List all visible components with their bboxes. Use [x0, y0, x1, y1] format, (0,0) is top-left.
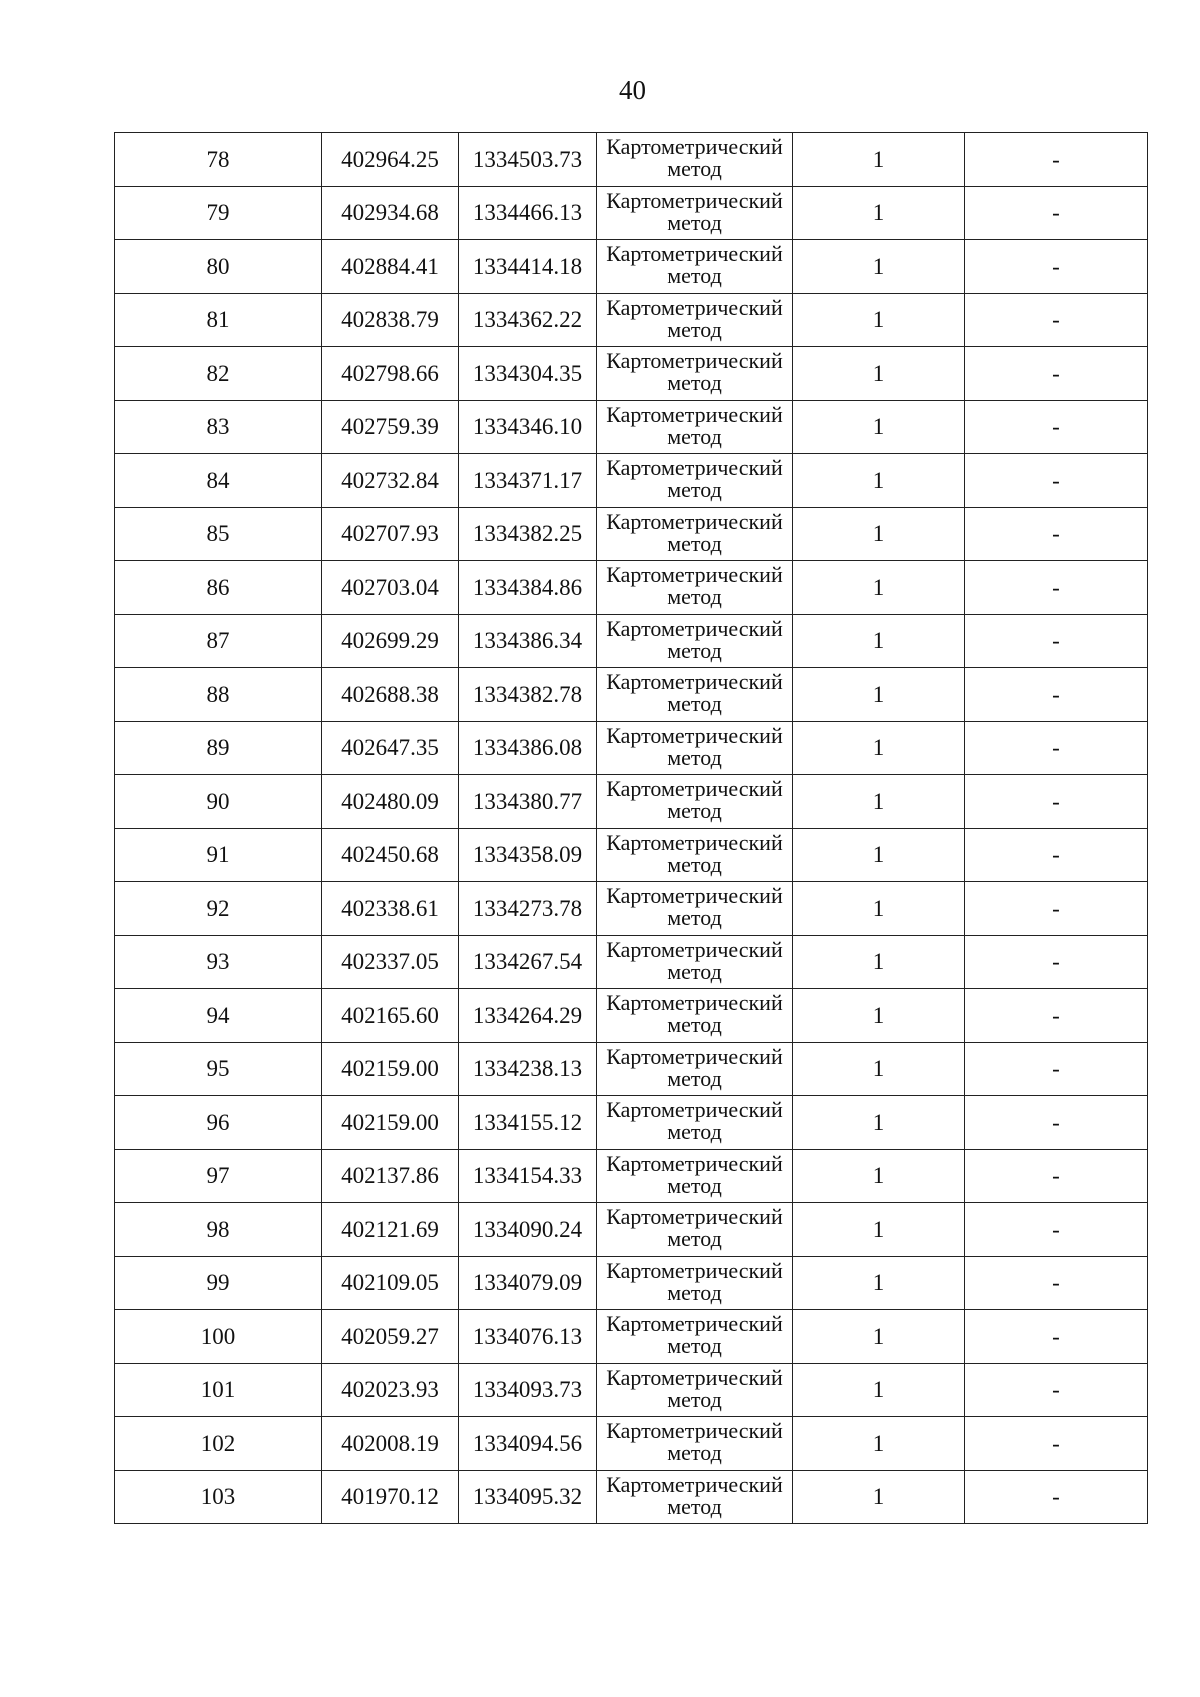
method-cell [597, 1417, 793, 1471]
note-cell: - [965, 293, 1148, 347]
x-coordinate-cell: 402732.84 [322, 454, 459, 508]
accuracy-cell: 1 [793, 293, 965, 347]
method-line-1: Картометрический [606, 1418, 783, 1444]
y-coordinate-cell: 1334154.33 [459, 1149, 597, 1203]
accuracy-cell: 1 [793, 1149, 965, 1203]
table-row [115, 293, 1148, 347]
y-coordinate-cell: 1334380.77 [459, 775, 597, 829]
x-coordinate-cell: 402884.41 [322, 240, 459, 294]
table-row [115, 1310, 1148, 1364]
method-line-2: метод [667, 1493, 722, 1519]
method-cell [597, 133, 793, 187]
note-cell: - [965, 561, 1148, 615]
method-line-2: метод [667, 1226, 722, 1252]
x-coordinate-cell: 402137.86 [322, 1149, 459, 1203]
method-cell [597, 882, 793, 936]
method-line-2: метод [667, 1119, 722, 1145]
accuracy-cell: 1 [793, 1256, 965, 1310]
point-number-cell: 103 [115, 1470, 322, 1524]
method-line-1: Картометрический [606, 936, 783, 962]
point-number-cell: 100 [115, 1310, 322, 1364]
accuracy-cell: 1 [793, 1417, 965, 1471]
note-cell: - [965, 507, 1148, 561]
x-coordinate-cell: 402688.38 [322, 668, 459, 722]
method-line-1: Картометрический [606, 615, 783, 641]
y-coordinate-cell: 1334155.12 [459, 1096, 597, 1150]
accuracy-cell: 1 [793, 1042, 965, 1096]
table-row [115, 882, 1148, 936]
y-coordinate-cell: 1334382.25 [459, 507, 597, 561]
point-number-cell: 102 [115, 1417, 322, 1471]
point-number-cell: 80 [115, 240, 322, 294]
method-line-1: Картометрический [606, 829, 783, 855]
y-coordinate-cell: 1334346.10 [459, 400, 597, 454]
y-coordinate-cell: 1334362.22 [459, 293, 597, 347]
y-coordinate-cell: 1334503.73 [459, 133, 597, 187]
method-cell [597, 1096, 793, 1150]
method-line-1: Картометрический [606, 1257, 783, 1283]
method-cell [597, 1310, 793, 1364]
accuracy-cell: 1 [793, 133, 965, 187]
point-number-cell: 88 [115, 668, 322, 722]
accuracy-cell: 1 [793, 1096, 965, 1150]
coordinates-table [114, 132, 1148, 1524]
table-row [115, 133, 1148, 187]
method-line-2: метод [667, 370, 722, 396]
table-row [115, 507, 1148, 561]
x-coordinate-cell: 402165.60 [322, 989, 459, 1043]
method-line-1: Картометрический [606, 669, 783, 695]
table-row [115, 1042, 1148, 1096]
note-cell: - [965, 1256, 1148, 1310]
point-number-cell: 82 [115, 347, 322, 401]
method-line-1: Картометрический [606, 1364, 783, 1390]
table-row [115, 775, 1148, 829]
point-number-cell: 87 [115, 614, 322, 668]
method-line-2: метод [667, 637, 722, 663]
method-line-1: Картометрический [606, 508, 783, 534]
method-line-1: Картометрический [606, 1150, 783, 1176]
method-line-1: Картометрический [606, 1043, 783, 1069]
method-line-1: Картометрический [606, 562, 783, 588]
point-number-cell: 78 [115, 133, 322, 187]
method-line-2: метод [667, 1333, 722, 1359]
x-coordinate-cell: 402023.93 [322, 1363, 459, 1417]
y-coordinate-cell: 1334384.86 [459, 561, 597, 615]
method-line-2: метод [667, 744, 722, 770]
point-number-cell: 83 [115, 400, 322, 454]
method-cell [597, 614, 793, 668]
note-cell: - [965, 882, 1148, 936]
y-coordinate-cell: 1334382.78 [459, 668, 597, 722]
method-line-1: Картометрический [606, 990, 783, 1016]
note-cell: - [965, 1363, 1148, 1417]
method-line-2: метод [667, 798, 722, 824]
note-cell: - [965, 186, 1148, 240]
y-coordinate-cell: 1334094.56 [459, 1417, 597, 1471]
table-row [115, 561, 1148, 615]
accuracy-cell: 1 [793, 668, 965, 722]
note-cell: - [965, 1470, 1148, 1524]
point-number-cell: 95 [115, 1042, 322, 1096]
point-number-cell: 84 [115, 454, 322, 508]
x-coordinate-cell: 402934.68 [322, 186, 459, 240]
method-line-1: Картометрический [606, 1097, 783, 1123]
method-cell [597, 775, 793, 829]
point-number-cell: 89 [115, 721, 322, 775]
table-row [115, 1256, 1148, 1310]
x-coordinate-cell: 402838.79 [322, 293, 459, 347]
table-row [115, 721, 1148, 775]
note-cell: - [965, 614, 1148, 668]
y-coordinate-cell: 1334093.73 [459, 1363, 597, 1417]
point-number-cell: 94 [115, 989, 322, 1043]
method-cell [597, 454, 793, 508]
x-coordinate-cell: 402707.93 [322, 507, 459, 561]
x-coordinate-cell: 402699.29 [322, 614, 459, 668]
accuracy-cell: 1 [793, 828, 965, 882]
accuracy-cell: 1 [793, 1470, 965, 1524]
x-coordinate-cell: 402703.04 [322, 561, 459, 615]
x-coordinate-cell: 402798.66 [322, 347, 459, 401]
accuracy-cell: 1 [793, 561, 965, 615]
method-line-1: Картометрический [606, 294, 783, 320]
accuracy-cell: 1 [793, 186, 965, 240]
point-number-cell: 93 [115, 935, 322, 989]
x-coordinate-cell: 402337.05 [322, 935, 459, 989]
accuracy-cell: 1 [793, 882, 965, 936]
x-coordinate-cell: 402964.25 [322, 133, 459, 187]
method-cell [597, 1149, 793, 1203]
accuracy-cell: 1 [793, 1310, 965, 1364]
method-line-2: метод [667, 423, 722, 449]
note-cell: - [965, 775, 1148, 829]
method-line-2: метод [667, 1386, 722, 1412]
method-line-2: метод [667, 1440, 722, 1466]
method-cell [597, 668, 793, 722]
point-number-cell: 90 [115, 775, 322, 829]
y-coordinate-cell: 1334358.09 [459, 828, 597, 882]
method-line-1: Картометрический [606, 134, 783, 160]
x-coordinate-cell: 401970.12 [322, 1470, 459, 1524]
method-line-2: метод [667, 477, 722, 503]
x-coordinate-cell: 402159.00 [322, 1042, 459, 1096]
note-cell: - [965, 828, 1148, 882]
method-cell [597, 1470, 793, 1524]
note-cell: - [965, 721, 1148, 775]
point-number-cell: 99 [115, 1256, 322, 1310]
y-coordinate-cell: 1334090.24 [459, 1203, 597, 1257]
method-line-1: Картометрический [606, 1471, 783, 1497]
method-cell [597, 347, 793, 401]
method-line-2: метод [667, 1279, 722, 1305]
note-cell: - [965, 133, 1148, 187]
x-coordinate-cell: 402159.00 [322, 1096, 459, 1150]
y-coordinate-cell: 1334076.13 [459, 1310, 597, 1364]
point-number-cell: 85 [115, 507, 322, 561]
x-coordinate-cell: 402121.69 [322, 1203, 459, 1257]
point-number-cell: 86 [115, 561, 322, 615]
table-row [115, 935, 1148, 989]
table-row [115, 989, 1148, 1043]
table-row [115, 1203, 1148, 1257]
accuracy-cell: 1 [793, 1363, 965, 1417]
point-number-cell: 92 [115, 882, 322, 936]
point-number-cell: 98 [115, 1203, 322, 1257]
method-line-1: Картометрический [606, 241, 783, 267]
method-line-2: метод [667, 691, 722, 717]
x-coordinate-cell: 402647.35 [322, 721, 459, 775]
method-line-2: метод [667, 209, 722, 235]
x-coordinate-cell: 402008.19 [322, 1417, 459, 1471]
method-line-1: Картометрический [606, 776, 783, 802]
accuracy-cell: 1 [793, 240, 965, 294]
table-row [115, 186, 1148, 240]
method-line-2: метод [667, 851, 722, 877]
table-row [115, 1417, 1148, 1471]
table-row [115, 240, 1148, 294]
method-line-2: метод [667, 958, 722, 984]
table-row [115, 400, 1148, 454]
point-number-cell: 96 [115, 1096, 322, 1150]
method-cell [597, 240, 793, 294]
x-coordinate-cell: 402450.68 [322, 828, 459, 882]
y-coordinate-cell: 1334095.32 [459, 1470, 597, 1524]
point-number-cell: 97 [115, 1149, 322, 1203]
method-cell [597, 1256, 793, 1310]
table-row [115, 828, 1148, 882]
note-cell: - [965, 668, 1148, 722]
point-number-cell: 91 [115, 828, 322, 882]
accuracy-cell: 1 [793, 935, 965, 989]
y-coordinate-cell: 1334264.29 [459, 989, 597, 1043]
method-cell [597, 721, 793, 775]
method-line-1: Картометрический [606, 401, 783, 427]
accuracy-cell: 1 [793, 614, 965, 668]
y-coordinate-cell: 1334371.17 [459, 454, 597, 508]
x-coordinate-cell: 402480.09 [322, 775, 459, 829]
method-line-2: метод [667, 905, 722, 931]
table-row [115, 614, 1148, 668]
note-cell: - [965, 240, 1148, 294]
y-coordinate-cell: 1334079.09 [459, 1256, 597, 1310]
note-cell: - [965, 400, 1148, 454]
method-cell [597, 293, 793, 347]
method-cell [597, 507, 793, 561]
method-line-1: Картометрический [606, 348, 783, 374]
x-coordinate-cell: 402338.61 [322, 882, 459, 936]
method-line-2: метод [667, 584, 722, 610]
table-row [115, 668, 1148, 722]
method-line-1: Картометрический [606, 883, 783, 909]
y-coordinate-cell: 1334273.78 [459, 882, 597, 936]
method-line-2: метод [667, 316, 722, 342]
accuracy-cell: 1 [793, 775, 965, 829]
note-cell: - [965, 1417, 1148, 1471]
accuracy-cell: 1 [793, 989, 965, 1043]
table-row [115, 1363, 1148, 1417]
note-cell: - [965, 1310, 1148, 1364]
method-line-2: метод [667, 1012, 722, 1038]
x-coordinate-cell: 402759.39 [322, 400, 459, 454]
table-row [115, 347, 1148, 401]
method-line-2: метод [667, 1172, 722, 1198]
method-cell [597, 400, 793, 454]
method-line-1: Картометрический [606, 1311, 783, 1337]
note-cell: - [965, 989, 1148, 1043]
table-row [115, 1470, 1148, 1524]
method-cell [597, 1042, 793, 1096]
note-cell: - [965, 1042, 1148, 1096]
method-cell [597, 561, 793, 615]
method-cell [597, 186, 793, 240]
method-cell [597, 989, 793, 1043]
method-line-1: Картометрический [606, 455, 783, 481]
point-number-cell: 81 [115, 293, 322, 347]
y-coordinate-cell: 1334238.13 [459, 1042, 597, 1096]
accuracy-cell: 1 [793, 507, 965, 561]
note-cell: - [965, 935, 1148, 989]
y-coordinate-cell: 1334386.08 [459, 721, 597, 775]
table-row [115, 1096, 1148, 1150]
accuracy-cell: 1 [793, 1203, 965, 1257]
method-cell [597, 828, 793, 882]
y-coordinate-cell: 1334466.13 [459, 186, 597, 240]
table-row [115, 454, 1148, 508]
method-line-2: метод [667, 156, 722, 182]
x-coordinate-cell: 402109.05 [322, 1256, 459, 1310]
table-body [115, 133, 1148, 1524]
point-number-cell: 79 [115, 186, 322, 240]
note-cell: - [965, 454, 1148, 508]
method-line-1: Картометрический [606, 1204, 783, 1230]
accuracy-cell: 1 [793, 347, 965, 401]
method-line-2: метод [667, 263, 722, 289]
y-coordinate-cell: 1334267.54 [459, 935, 597, 989]
note-cell: - [965, 1149, 1148, 1203]
note-cell: - [965, 1203, 1148, 1257]
method-line-1: Картометрический [606, 722, 783, 748]
method-line-2: метод [667, 1065, 722, 1091]
method-cell [597, 1363, 793, 1417]
table-row [115, 1149, 1148, 1203]
method-cell [597, 1203, 793, 1257]
page-number: 40 [619, 75, 646, 105]
y-coordinate-cell: 1334386.34 [459, 614, 597, 668]
method-line-2: метод [667, 530, 722, 556]
x-coordinate-cell: 402059.27 [322, 1310, 459, 1364]
method-cell [597, 935, 793, 989]
note-cell: - [965, 1096, 1148, 1150]
point-number-cell: 101 [115, 1363, 322, 1417]
y-coordinate-cell: 1334414.18 [459, 240, 597, 294]
y-coordinate-cell: 1334304.35 [459, 347, 597, 401]
accuracy-cell: 1 [793, 400, 965, 454]
method-line-1: Картометрический [606, 187, 783, 213]
accuracy-cell: 1 [793, 454, 965, 508]
note-cell: - [965, 347, 1148, 401]
accuracy-cell: 1 [793, 721, 965, 775]
